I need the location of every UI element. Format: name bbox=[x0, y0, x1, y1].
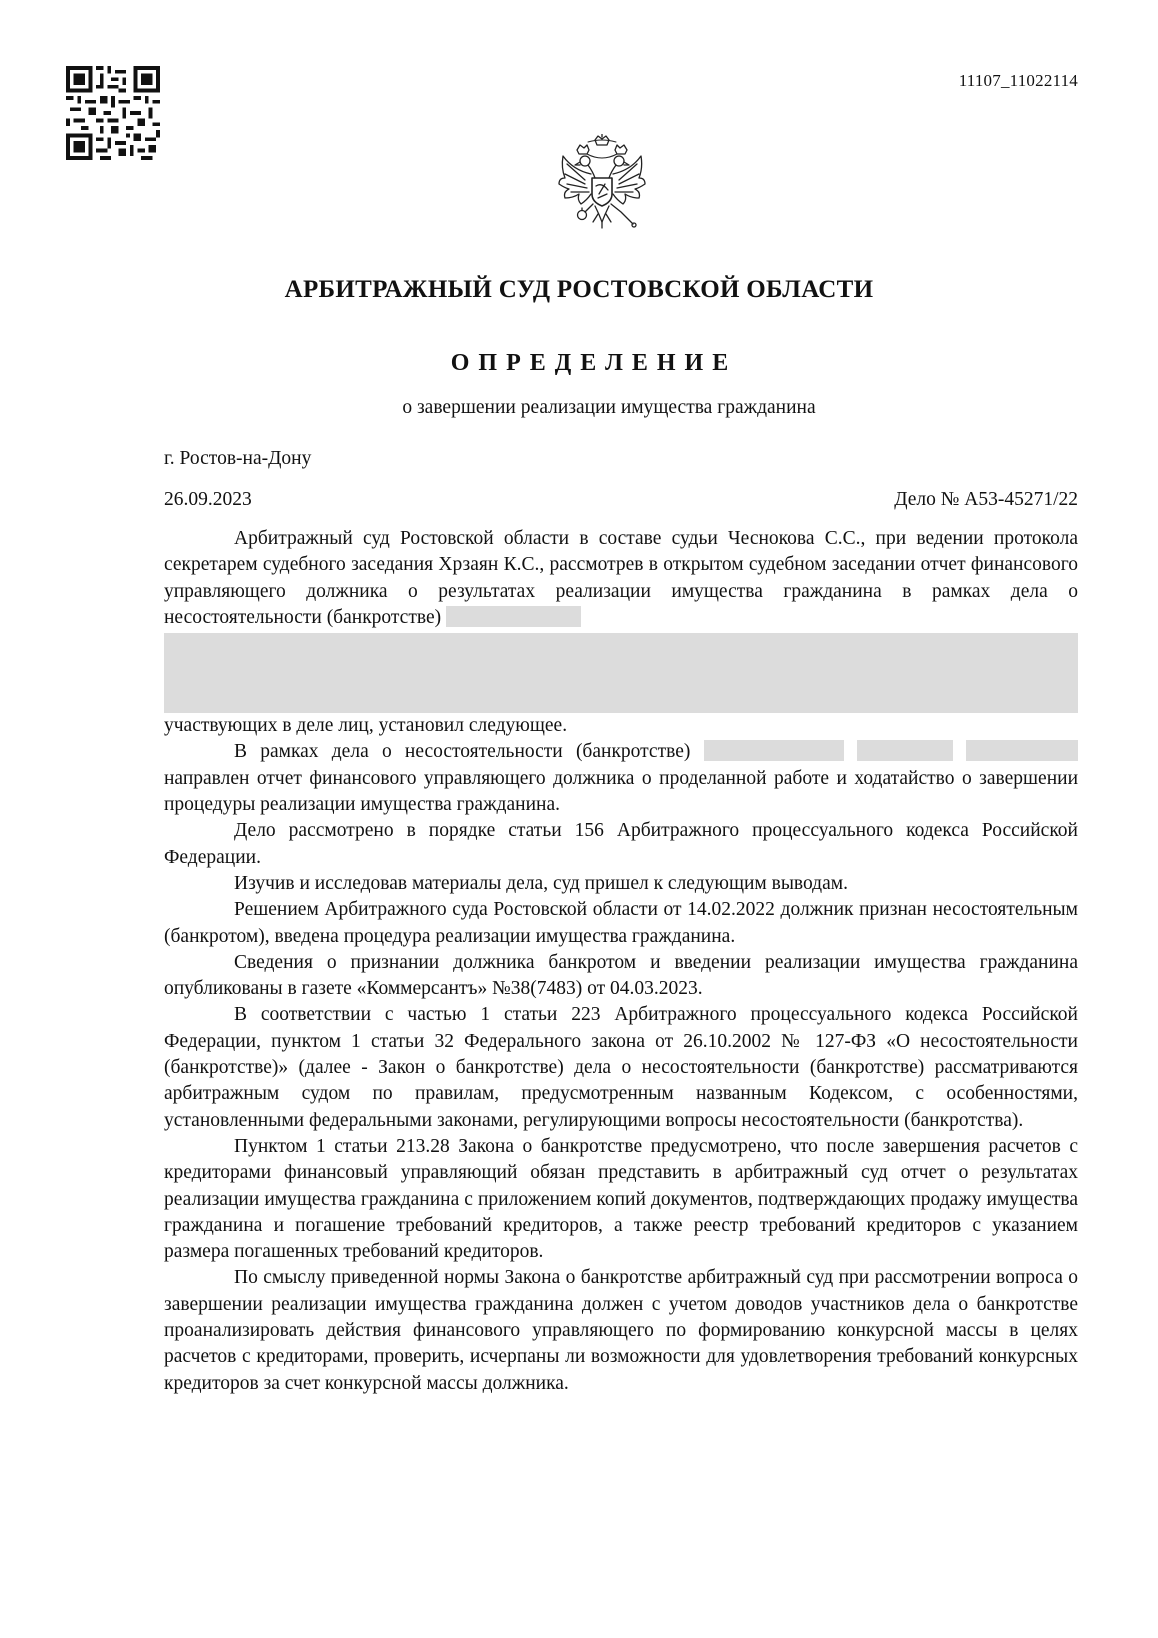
document-id: 11107_11022114 bbox=[958, 71, 1078, 90]
paragraph: Сведения о признании должника банкротом и введении реализации имущества гражданина опубликованы в газете «Коммерсантъ» №38(7483) от 04.03.2023. bbox=[164, 951, 1078, 1000]
paragraph: По смыслу приведенной нормы Закона о банкротстве арбитражный суд при рассмотрении вопроса о завершении реализации имущества гражданина должен с учетом доводов участников дела о банкротстве проанализировать действия финансового управляющего по формированию конкурсной массы в целях расчетов с кредиторами, проверить, исчерпаны ли возможности для удовлетворения требований конкурсных кредиторов за счет конкурсной массы должника. bbox=[164, 1267, 1078, 1394]
redacted-text bbox=[446, 606, 581, 627]
paragraph-text: направлен отчет финансового управляющего должника о проделанной работе и ходатайство о завершении процедуры реализации имущества гражданина. bbox=[164, 767, 1078, 816]
paragraph: Решением Арбитражного суда Ростовской области от 14.02.2022 должник признан несостоятельным (банкротом), введена процедура реализации имущества гражданина. bbox=[164, 899, 1078, 947]
document-subtitle: о завершении реализации имущества гражданина bbox=[402, 397, 816, 418]
paragraph: Изучив и исследовав материалы дела, суд пришел к следующим выводам. bbox=[234, 872, 848, 894]
redacted-block bbox=[164, 633, 1078, 713]
document-type-heading: ОПРЕДЕЛЕНИЕ bbox=[450, 350, 738, 376]
redacted-text bbox=[857, 740, 953, 761]
paragraph-text: Арбитражный суд Ростовской области в составе судьи Чеснокова С.С., при ведении протокола секретарем судебного заседания Хрзаян К.С., рассмотрев в открытом судебном заседании отчет финансового управляющего должника о результатах реализации имущества гражданина в рамках дела о несостоятельности (банкротстве) bbox=[164, 528, 1078, 628]
paragraph-text: В рамках дела о несостоятельности (банкротстве) bbox=[234, 741, 691, 763]
coat-of-arms-icon bbox=[555, 134, 649, 232]
court-title: АРБИТРАЖНЫЙ СУД РОСТОВСКОЙ ОБЛАСТИ bbox=[284, 276, 874, 303]
paragraph: участвующих в деле лиц, установил следующее. bbox=[164, 715, 568, 737]
paragraph bbox=[164, 739, 1078, 818]
paragraph: Дело рассмотрено в порядке статьи 156 Арбитражного процессуального кодекса Российской Федерации. bbox=[164, 820, 1078, 868]
document-body bbox=[164, 526, 1078, 1397]
document-date: 26.09.2023 bbox=[164, 489, 252, 510]
redacted-text bbox=[966, 740, 1078, 761]
paragraph: Пунктом 1 статьи 213.28 Закона о банкротстве предусмотрено, что после завершения расчетов с кредиторами финансовый управляющий обязан представить в арбитражный суд отчет о результатах реализации имущества гражданина с приложением копий документов, подтверждающих продажу имущества гражданина и погашение требований кредиторов, а также реестр требований кредиторов с указанием размера погашенных требований кредиторов. bbox=[164, 1135, 1078, 1263]
qr-code-icon bbox=[66, 66, 160, 160]
paragraph bbox=[164, 526, 1078, 713]
redacted-text bbox=[704, 740, 844, 761]
paragraph: В соответствии с частью 1 статьи 223 Арбитражного процессуального кодекса Российской Федерации, пунктом 1 статьи 32 Федерального закона от 26.10.2002 № 127-ФЗ «О несостоятельности (банкротстве)» (далее - Закон о банкротстве) дела о несостоятельности (банкротстве) рассматриваются арбитражным судом по правилам, предусмотренным названным Кодексом, с особенностями, установленными федеральными законами, регулирующими вопросы несостоятельности (банкротства). bbox=[164, 1004, 1078, 1131]
city: г. Ростов-на-Дону bbox=[164, 448, 312, 469]
case-number: Дело № А53-45271/22 bbox=[894, 489, 1078, 510]
